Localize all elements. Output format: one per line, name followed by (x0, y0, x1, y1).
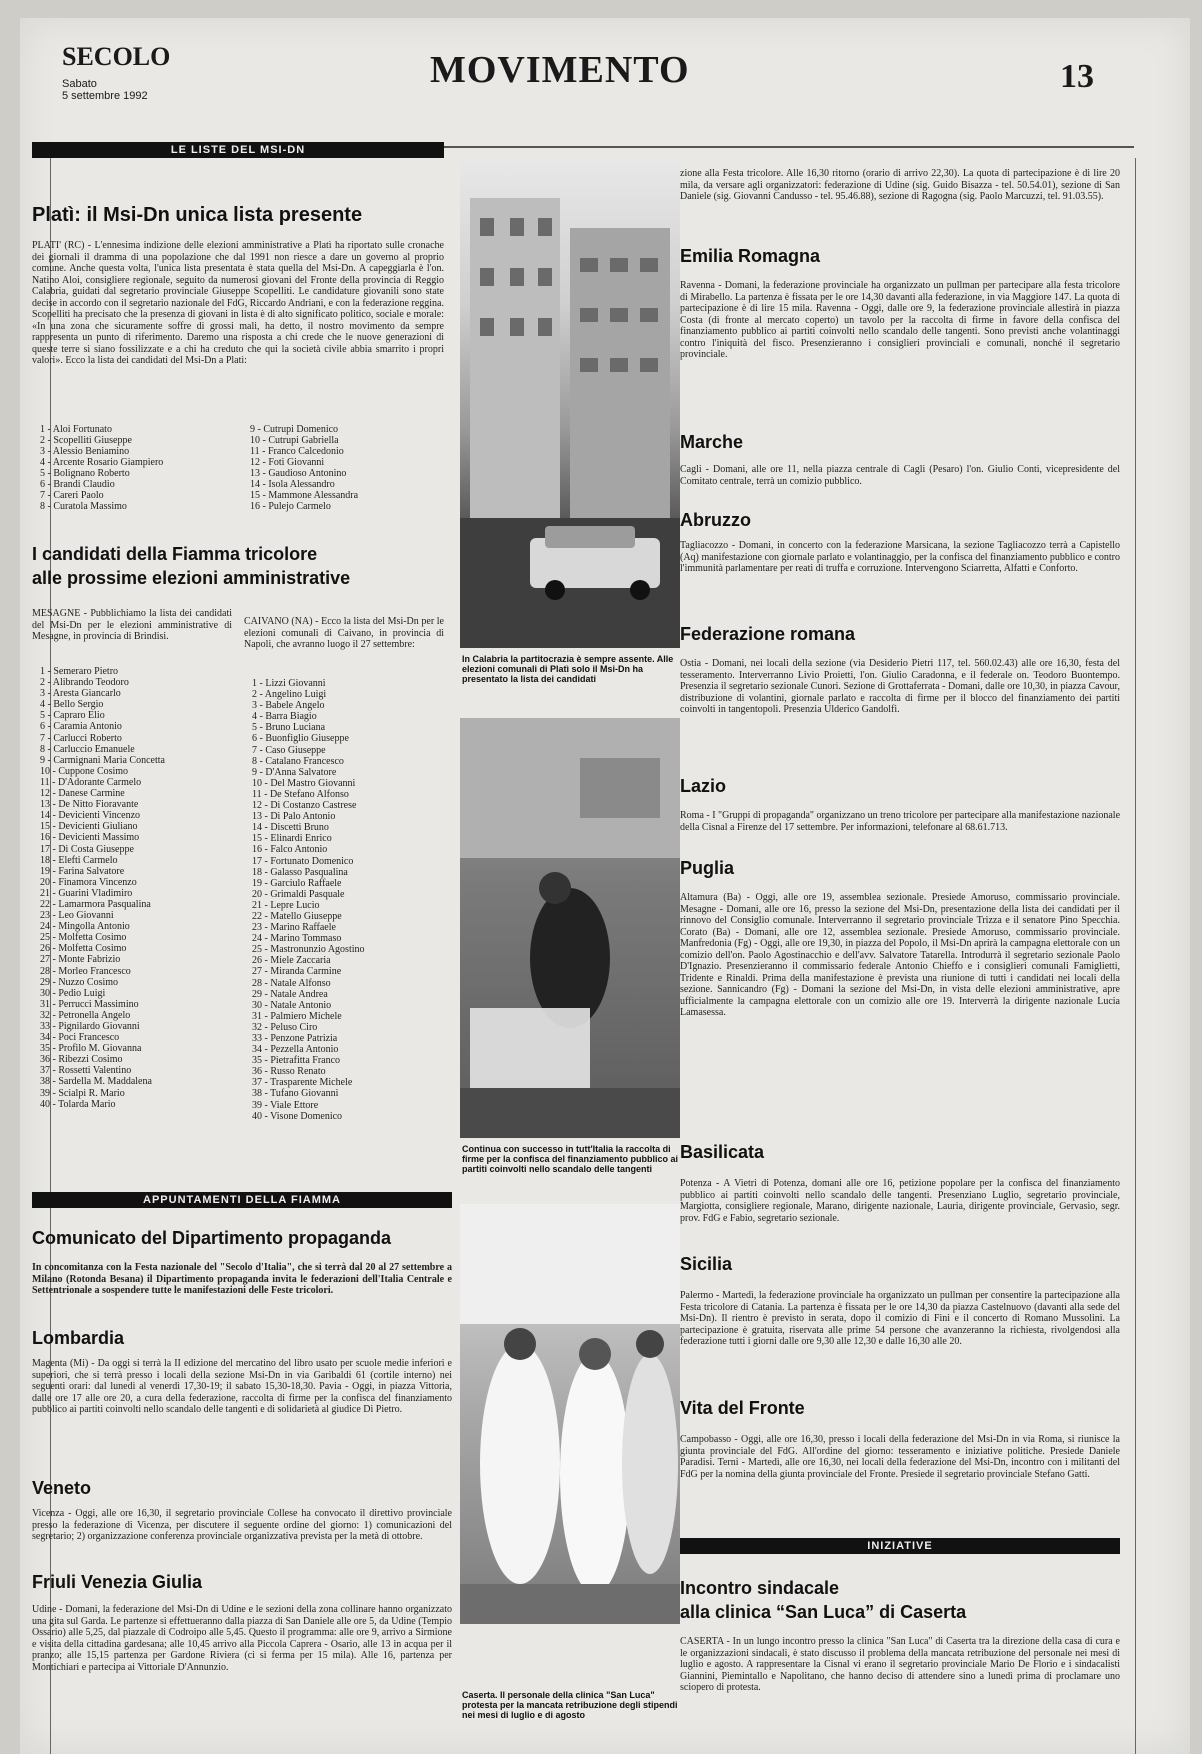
headline-vita: Vita del Fronte (680, 1398, 805, 1418)
list-item: 11 - D'Adorante Carmelo (40, 776, 142, 788)
list-item: 2 - Alibrando Teodoro (40, 677, 129, 689)
headline-sicilia: Sicilia (680, 1254, 733, 1274)
list-item: 4 - Arcente Rosario Giampiero (40, 457, 164, 468)
list-item: 30 - Pedio Luigi (40, 987, 106, 999)
article-emilia: Ravenna - Domani, la federazione provinciale ha organizzato un pullman per partecipare alla festa tricolore di Mirabello. La partenza è fissata per le ore 14,30 davanti alla federazione, in via Maggiore 147. La quota di partecipazione è di lire 15 mila. Ravenna - Oggi, dalle ore 9, la federazione provinciale allestirà in piazza Costa (di fronte al mercato coperto) un tavolo per la raccolta di firme in favore della confisca del finanziamento pubblico ai partiti coinvolti nello scandalo delle tangenti. Sono previsti anche volantinaggi contro l'iniquità del fisco. Presenzieranno i consiglieri provinciali e comunali, nonché il segretario provinciale. (680, 280, 1120, 360)
dateline (62, 78, 148, 102)
list-item: 40 - Tolarda Mario (40, 1098, 116, 1110)
list-item: 31 - Palmiero Michele (252, 1010, 342, 1022)
headline-emilia: Emilia Romagna (680, 246, 821, 266)
list-item: 34 - Pezzella Antonio (252, 1044, 339, 1056)
list-item: 11 - De Stefano Alfonso (252, 788, 349, 800)
list-item: 31 - Perrucci Massimino (40, 998, 139, 1010)
list-item: 3 - Babele Angelo (252, 700, 325, 712)
headline-candidati-2: alle prossime elezioni amministrative (32, 568, 351, 588)
list-item: 6 - Caramia Antonio (40, 721, 122, 733)
article-sicilia: Palermo - Martedì, la federazione provinciale ha organizzato un pullman per consentire la partecipazione alla Festa tricolore di Catania. La partenza è fissata per le ore 14,30 da piazza Castelnuovo (davanti alla sede del Msi-Dn). Il rientro è previsto in serata, dopo il comizio di Fini e il concerto di Romano Mussolini. La partecipazione è gratuita, riservata alle prime 54 persone che avanzeranno la richiesta, rivolgendosi alla federazione tutti i giorni dalle ore 9,30 alle 12,30 e dalle 16,30 alle 20. (680, 1290, 1120, 1347)
list-item: 8 - Carluccio Emanuele (40, 743, 135, 755)
list-item: 40 - Visone Domenico (252, 1110, 343, 1122)
list-item: 14 - Devicienti Vincenzo (40, 810, 141, 822)
photo-building-image (460, 158, 680, 648)
list-item: 3 - Aresta Giancarlo (40, 688, 121, 700)
list-item: 6 - Buonfiglio Giuseppe (252, 733, 349, 745)
article-romana: Ostia - Domani, nei locali della sezione (via Desiderio Pietri 117, tel. 560.02.43) alle ore 16,30, festa del tesseramento. Interverranno Livio Proietti, l'on. Giulio Caradonna, e il federale on. Teodoro Buontempo. Presenzia il segretario sezionale Cunori. Sezione di Grottaferrata - Domani, dalle ore 10,30, in piazza Cavour, distribuzione di volantini, giornale parlato e raccolta di firme per il blocco del finanziamento dei partiti coinvolti in tangentopoli. Presenzia Ulderico Gandolfi. (680, 658, 1120, 715)
list-item: 27 - Monte Fabrizio (40, 954, 121, 966)
list-item: 2 - Scopelliti Giuseppe (40, 435, 132, 446)
list-item: 16 - Pulejo Carmelo (250, 501, 331, 512)
list-item: 18 - Galasso Pasqualina (252, 866, 348, 878)
list-item: 38 - Sardella M. Maddalena (40, 1076, 152, 1088)
page-number: 13 (1060, 58, 1094, 95)
list-item: 11 - Franco Calcedonio (250, 446, 344, 457)
list-item: 24 - Mingolla Antonio (40, 921, 130, 933)
masthead (50, 28, 1150, 102)
article-friuli-cont: zione alla Festa tricolore. Alle 16,30 ritorno (orario di arrivo 22,30). La quota di partecipazione è di lire 20 mila, da versare agli organizzatori: federazione di Udine (sig. Guido Bisazza - tel. 50.54.01), sezione di San Daniele (sig. Giovanni Candusso - tel. 95.46.88), sezione di Ragogna (sig. Paolo Marcuzzi, tel. 91.03.55). (680, 168, 1120, 202)
list-item: 8 - Curatola Massimo (40, 501, 127, 512)
headline-basilicata: Basilicata (680, 1142, 765, 1162)
list-item: 16 - Devicienti Massimo (40, 832, 140, 844)
list-item: 7 - Careri Paolo (40, 490, 104, 501)
list-item: 12 - Foti Giovanni (250, 457, 325, 468)
list-item: 34 - Poci Francesco (40, 1032, 120, 1044)
list-item: 10 - Del Mastro Giovanni (252, 777, 356, 789)
list-item: 5 - Bruno Luciana (252, 722, 326, 734)
mesagne-list (40, 666, 235, 1110)
list-item: 12 - Danese Carmine (40, 788, 125, 800)
photo-signatures (460, 718, 680, 1138)
list-item: 26 - Miele Zaccaria (252, 955, 331, 967)
list-item: 9 - D'Anna Salvatore (252, 766, 337, 778)
list-item: 36 - Ribezzi Cosimo (40, 1054, 123, 1066)
list-item: 37 - Trasparente Michele (252, 1077, 353, 1089)
headline-comunicato: Comunicato del Dipartimento propaganda (32, 1228, 392, 1248)
list-item: 32 - Peluso Ciro (252, 1021, 318, 1033)
list-item: 14 - Isola Alessandro (250, 479, 335, 490)
article-lazio: Roma - I "Gruppi di propaganda" organizzano un treno tricolore per partecipare alla manifestazione nazionale della Cisnal a Firenze del 17 settembre. Per informazioni, telefonare al 68.61.713. (680, 810, 1120, 833)
list-item: 33 - Penzone Patrizia (252, 1033, 338, 1044)
section-bar-appuntamenti: APPUNTAMENTI DELLA FIAMMA (32, 1192, 452, 1208)
list-item: 33 - Pignilardo Giovanni (40, 1021, 140, 1032)
list-item: 18 - Elefti Carmelo (40, 854, 118, 866)
list-item: 1 - Lizzi Giovanni (252, 678, 326, 689)
list-item: 3 - Alessio Beniamino (40, 446, 130, 457)
list-item: 7 - Carlucci Roberto (40, 732, 122, 744)
list-item: 4 - Barra Biagio (252, 711, 317, 723)
list-item: 19 - Garciulo Raffaele (252, 877, 342, 889)
list-item: 20 - Grimaldi Pasquale (252, 888, 345, 900)
article-vita: Campobasso - Oggi, alle ore 16,30, presso i locali della federazione del Msi-Dn in via Roma, si riunisce la giunta provinciale del FdG. All'ordine del giorno: tesseramento e iniziative politiche. Presiede Daniele Paradisi. Terni - Martedì, alle ore 16,30, nei locali della federazione del Msi-Dn, incontro con i militanti del FdG per la nomina della giunta provinciale del Fronte. Presiede il segretario provinciale Stefano Gatti. (680, 1434, 1120, 1480)
article-plati: PLATI' (RC) - L'ennesima indizione delle elezioni amministrative a Platì ha riportato sulle cronache dei giornali il dramma di una popolazione che dal 1991 non riesce a dare un governo al proprio comune. Anche questa volta, l'unica lista presentata è stata quella del Msi-Dn. A capeggiarla è l'on. Natino Aloi, consigliere regionale, seguito da numerosi giovani del Fronte della provincia di Reggio Calabria, guidati dal segretario provinciale Giuseppe Scopelliti. Le candidature giovanili sono state decise in accordo con il segretario nazionale del FdG, Riccardo Andriani, e con la federazione reggina. Scopelliti ha precisato che la presenza di giovani in lista è di alto significato politico, sociale e morale: «In una zona che sicuramente soffre di grossi mali, ha detto, il nostro movimento da sempre rappresenta un punto di riferimento. Daremo una risposta a chi crede che le nuove generazioni di queste terre si siano fossilizzate e a chi ha creduto che qui la società civile abbia smarrito i propri valori». Ecco la lista dei candidati del Msi-Dn a Platì: (32, 240, 444, 366)
list-item: 17 - Di Costa Giuseppe (40, 843, 134, 855)
day: Sabato (62, 78, 97, 90)
list-item: 16 - Falco Antonio (252, 844, 328, 856)
list-item: 6 - Brandi Claudio (40, 479, 115, 490)
list-item: 26 - Molfetta Cosimo (40, 943, 127, 955)
list-item: 23 - Leo Giovanni (40, 910, 114, 922)
caption-photo-3: Caserta. Il personale della clinica "San Luca" protesta per la mancata retribuzione degli stipendi nei mesi di luglio e di agosto (462, 1690, 678, 1720)
section-bar-iniziative: INIZIATIVE (680, 1538, 1120, 1554)
caivano-list (252, 678, 447, 1122)
list-item: 19 - Farina Salvatore (40, 865, 125, 877)
article-marche: Cagli - Domani, alle ore 11, nella piazza centrale di Cagli (Pesaro) l'on. Giulio Conti, vicepresidente del Comitato centrale, terrà un comizio pubblico. (680, 464, 1120, 487)
intro-caivano: CAIVANO (NA) - Ecco la lista del Msi-Dn per le elezioni comunali di Caivano, in provincia di Napoli, che avranno luogo il 27 settembre: (244, 616, 444, 650)
caption-photo-2: Continua con successo in tutt'Italia la raccolta di firme per la confisca del finanziamento pubblico ai partiti coinvolti nello scandalo delle tangenti (462, 1144, 679, 1174)
article-basilicata: Potenza - A Vietri di Potenza, domani alle ore 16, petizione popolare per la confisca del finanziamento pubblico ai partiti coinvolti nello scandalo delle tangenti. Presenziano Luglio, segretario provinciale, Margiotta, consigliere regionale, Marano, dirigente nazionale, Lauria, dirigente provinciale, Gervasio, segr. prov. FdG e Fabio, segretario sezionale. (680, 1178, 1120, 1224)
list-item: 15 - Elinardi Enrico (252, 833, 332, 845)
list-item: 9 - Cutrupi Domenico (250, 424, 339, 435)
headline-marche: Marche (680, 432, 744, 452)
list-item: 8 - Catalano Francesco (252, 755, 344, 767)
list-item: 5 - Bolignano Roberto (40, 468, 130, 479)
headline-candidati-1: I candidati della Fiamma tricolore (32, 544, 318, 564)
photo-building (460, 158, 680, 648)
headline-lombardia: Lombardia (32, 1328, 125, 1348)
photo-signatures-image (460, 718, 680, 1138)
list-item: 39 - Viale Ettore (252, 1099, 319, 1111)
plati-list-b (250, 424, 440, 512)
article-veneto: Vicenza - Oggi, alle ore 16,30, il segretario provinciale Collese ha convocato il direttivo provinciale presso la federazione di Vicenza, per discutere il seguente ordine del giorno: 1) comunicazioni del segretario; 2) organizzazione conferenza provinciale organizzativa prevista per la metà di ottobre. (32, 1508, 452, 1542)
list-item: 22 - Lamarmora Pasqualina (40, 898, 151, 910)
caption-photo-1: In Calabria la partitocrazia è sempre assente. Alle elezioni comunali di Platì solo il Msi-Dn ha presentato la lista dei candidati (462, 654, 674, 684)
list-item: 35 - Pietrafitta Franco (252, 1055, 341, 1067)
headline-veneto: Veneto (32, 1478, 92, 1498)
list-item: 1 - Semeraro Pietro (40, 666, 119, 677)
list-item: 21 - Lepre Lucio (252, 899, 320, 911)
article-puglia: Altamura (Ba) - Oggi, alle ore 19, assemblea sezionale. Presiede Amoruso, commissario provinciale. Mesagne - Domani, alle ore 16, presso la sezione del Msi-Dn, presentazione della lista dei candidati per il rinnovo del Consiglio comunale. Interverranno il segretario provinciale Trizza e il senatore Pino Specchia. Corato (Ba) - Domani, alle ore 12, assemblea sezionale. Presiede Amoruso, commissario provinciale. Manfredonia (Fg) - Oggi, alle ore 19,30, in piazza del Popolo, il Msi-Dn aprirà la campagna elettorale con un comizio dell'on. Paolo Agostinacchio e dell'avv. Salvatore Tatarella. Introdurrà il segretario sezionale Paolo D'Ignazio. Presenzieranno il commissario federale Antonio Chieffo e i consiglieri comunali Famiglietti, Tridente e Rinaldi. Prima della manifestazione è prevista una riunione di tutti i candidati nei locali della sezione. Sannicandro (Fg) - Domani la sezione del Msi-Dn, in vista delle elezioni amministrative, apre ufficialmente la campagna elettorale con un comizio alle ore 19. Interverrà la dirigente nazionale Lucia Lamasessa. (680, 892, 1120, 1018)
photo-clinic-image (460, 1204, 680, 1624)
section-bar-liste: LE LISTE DEL MSI-DN (32, 142, 444, 158)
list-item: 13 - Di Palo Antonio (252, 811, 336, 823)
headline-friuli: Friuli Venezia Giulia (32, 1572, 203, 1592)
list-item: 29 - Nuzzo Cosimo (40, 976, 119, 988)
list-item: 23 - Marino Raffaele (252, 922, 336, 934)
list-item: 4 - Bello Sergio (40, 699, 104, 711)
headline-lazio: Lazio (680, 776, 727, 796)
list-item: 15 - Mammone Alessandra (250, 490, 359, 501)
list-item: 15 - Devicienti Giuliano (40, 821, 138, 833)
list-item: 28 - Morleo Francesco (40, 965, 131, 977)
plati-list-a (40, 424, 230, 512)
list-item: 10 - Cutrupi Gabriella (250, 435, 339, 446)
newspaper-logo: SECOLO (62, 42, 171, 71)
list-item: 24 - Marino Tommaso (252, 933, 342, 945)
article-friuli: Udine - Domani, la federazione del Msi-Dn di Udine e le sezioni della zona collinare hanno organizzato una gita sul Garda. Le partenze si effettueranno dalla piazza di San Daniele alle ore 5, da Udine (Tempio Ossario) alle 5,25, dal piazzale di Codroipo alle 5,45. Questo il programma: alle ore 9, arrivo a Sirmione e visita della cittadina gardesana; alle 10,45 arrivo alla Piccola Caprera - Osario, alle 13 in acqua per il pranzo; alle 15,15 partenza per Gardone Riviera (ci si ferma per 15 mila). Alle 16, partenza per Montichiari e partecipa ai Vittoriale D'Annunzio. (32, 1604, 452, 1673)
list-item: 13 - Gaudioso Antonino (250, 468, 347, 479)
list-item: 36 - Russo Renato (252, 1066, 326, 1078)
intro-mesagne: MESAGNE - Pubblichiamo la lista dei candidati del Msi-Dn per le elezioni amministrative di Mesagne, in provincia di Brindisi. (32, 608, 232, 642)
photo-clinic (460, 1204, 680, 1624)
list-item: 5 - Capraro Elio (40, 710, 105, 722)
list-item: 17 - Fortunato Domenico (252, 855, 354, 867)
list-item: 9 - Carmignani Maria Concetta (40, 754, 165, 766)
date: 5 settembre 1992 (62, 90, 148, 102)
headline-romana: Federazione romana (680, 624, 856, 644)
list-item: 2 - Angelino Luigi (252, 689, 327, 701)
article-comunicato: In concomitanza con la Festa nazionale del "Secolo d'Italia", che si terrà dal 20 al 27 settembre a Milano (Rotonda Besana) il Dipartimento propaganda invita le federazioni dell'Italia Centrale e Settentrionale a sospendere tutte le manifestazioni delle Feste tricolori. (32, 1262, 452, 1296)
newspaper-page (20, 18, 1190, 1754)
list-item: 39 - Scialpi R. Mario (40, 1087, 125, 1099)
article-caserta: CASERTA - In un lungo incontro presso la clinica "San Luca" di Caserta tra la direzione della casa di cura e le organizzazioni sindacali, è stato discusso il problema della mancata retribuzione del personale nei mesi di luglio e agosto. A rappresentare la Cisnal vi erano il segretario provinciale Mario De Florio e i sindacalisti Giannini, Piemintallo e Napolitano, che hanno deciso di attendere sino a lunedì prima di proclamare uno sciopero di protesta. (680, 1636, 1120, 1693)
list-item: 7 - Caso Giuseppe (252, 744, 326, 756)
list-item: 27 - Miranda Carmine (252, 966, 342, 978)
list-item: 21 - Guarini Vladimiro (40, 887, 133, 899)
list-item: 25 - Mastronunzio Agostino (252, 944, 365, 956)
headline-incontro-2: alla clinica “San Luca” di Caserta (680, 1602, 967, 1622)
list-item: 22 - Matello Giuseppe (252, 910, 342, 922)
list-item: 28 - Natale Alfonso (252, 977, 331, 989)
headline-incontro-1: Incontro sindacale (680, 1578, 840, 1598)
list-item: 38 - Tufano Giovanni (252, 1088, 339, 1100)
list-item: 37 - Rossetti Valentino (40, 1065, 132, 1077)
list-item: 35 - Profilo M. Giovanna (40, 1043, 142, 1055)
list-item: 32 - Petronella Angelo (40, 1009, 131, 1021)
list-item: 10 - Cuppone Cosimo (40, 765, 129, 777)
list-item: 1 - Aloi Fortunato (40, 424, 112, 435)
list-item: 30 - Natale Antonio (252, 999, 332, 1011)
list-item: 14 - Discetti Bruno (252, 822, 329, 834)
section-title: MOVIMENTO (430, 49, 690, 91)
headline-plati: Platì: il Msi-Dn unica lista presente (32, 204, 363, 226)
article-abruzzo: Tagliacozzo - Domani, in concerto con la federazione Marsicana, la sezione Tagliacozzo terrà a Capistello (Aq) manifestazione con giornale parlato e volantinaggio, per la confisca del finanziamento pubblico e contro l'immunità parlamentare per reati di truffa e corruzione. Intervengono Sciarretta, Alfatti e Conforto. (680, 540, 1120, 574)
article-lombardia: Magenta (Mi) - Da oggi si terrà la II edizione del mercatino del libro usato per scuole medie inferiori e superiori, che si terrà presso i locali della sezione Msi-Dn in via Garibaldi 61 (cortile interno) nei seguenti orari: dal lunedì al venerdì 17,30-19; il sabato 15,30-18,30. Pavia - Oggi, in piazza Vittoria, dalle ore 17 alle ore 20, a cura della federazione, raccolta di firme per la confisca del finanziamento pubblico ai partiti coinvolti nello scandalo delle tangenti e di solidarietà al giudice Di Pietro. (32, 1358, 452, 1415)
list-item: 29 - Natale Andrea (252, 988, 328, 1000)
list-item: 13 - De Nitto Fioravante (40, 799, 139, 811)
list-item: 12 - Di Costanzo Castrese (252, 800, 357, 812)
list-item: 25 - Molfetta Cosimo (40, 932, 127, 944)
headline-abruzzo: Abruzzo (680, 510, 751, 530)
list-item: 20 - Finamora Vincenzo (40, 876, 137, 888)
headline-puglia: Puglia (680, 858, 735, 878)
